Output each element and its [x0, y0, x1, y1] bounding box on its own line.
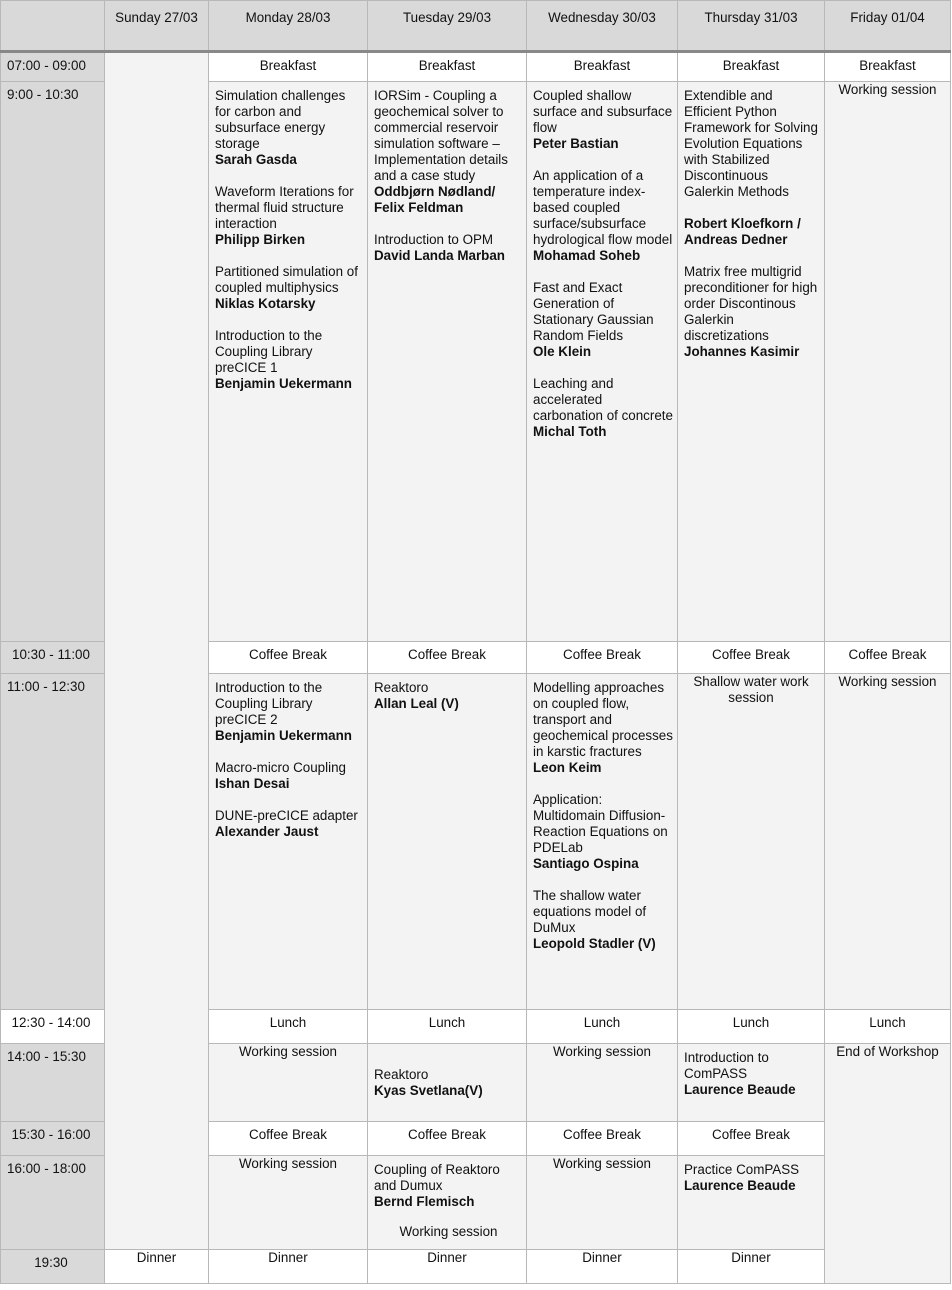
talk-speaker: Benjamin Uekermann	[215, 728, 352, 743]
day-header-monday: Monday 28/03	[209, 1, 368, 52]
talk-speaker: Laurence Beaude	[684, 1082, 796, 1097]
working-session-cell: Working session	[825, 674, 951, 1010]
time-cell: 9:00 - 10:30	[1, 82, 105, 642]
talk-title: The shallow water equations model of DuMux	[533, 888, 647, 935]
talks-cell-monday	[209, 82, 368, 642]
row-dinner	[1, 1250, 951, 1284]
time-cell: 14:00 - 15:30	[1, 1044, 105, 1122]
working-session-note: Working session	[399, 1224, 498, 1239]
talks-cell-monday	[209, 674, 368, 1010]
talk-title: Coupling of Reaktoro and Dumux	[374, 1162, 500, 1193]
talk-title: Introduction to the Coupling Library preCICE 2	[215, 680, 323, 727]
coffee-break-cell: Coffee Break	[209, 1122, 368, 1156]
lunch-cell: Lunch	[527, 1010, 678, 1044]
breakfast-cell: Breakfast	[527, 52, 678, 82]
talk-title: Macro-micro Coupling	[215, 760, 346, 775]
day-header-tuesday: Tuesday 29/03	[368, 1, 527, 52]
time-cell: 19:30	[1, 1250, 105, 1284]
working-session-cell: Working session	[209, 1156, 368, 1250]
talks-cell-tuesday	[368, 1156, 527, 1250]
day-header-friday: Friday 01/04	[825, 1, 951, 52]
talk-title: Fast and Exact Generation of Stationary Gaussian Random Fields	[533, 280, 654, 343]
talk-title: Reaktoro	[374, 680, 429, 695]
end-of-workshop-cell: End of Workshop	[825, 1044, 951, 1284]
dinner-cell: Dinner	[527, 1250, 678, 1284]
talk-speaker: Kyas Svetlana(V)	[374, 1082, 483, 1098]
row-breakfast	[1, 52, 951, 82]
talks-cell-tuesday	[368, 1044, 527, 1122]
talk-title: Leaching and accelerated carbonation of concrete	[533, 376, 673, 423]
day-header-wednesday: Wednesday 30/03	[527, 1, 678, 52]
lunch-cell: Lunch	[209, 1010, 368, 1044]
talk-title: Partitioned simulation of coupled multiphysics	[215, 264, 358, 295]
talk-title: Practice ComPASS	[684, 1162, 800, 1177]
talk-speaker: Benjamin Uekermann	[215, 376, 352, 391]
time-cell: 15:30 - 16:00	[1, 1122, 105, 1156]
talk-speaker: Ishan Desai	[215, 776, 290, 791]
talk-speaker: Philipp Birken	[215, 232, 306, 247]
talk-speaker: Bernd Flemisch	[374, 1194, 475, 1209]
dinner-cell: Dinner	[678, 1250, 825, 1284]
working-session-cell: Working session	[825, 82, 951, 642]
talk-speaker: Michal Toth	[533, 424, 607, 439]
talk-speaker: Oddbjørn Nødland/ Felix Feldman	[374, 184, 496, 215]
corner-cell	[1, 1, 105, 52]
sunday-empty-cell	[105, 52, 209, 1250]
talk-title: Reaktoro	[374, 1066, 429, 1082]
talk-title: Waveform Iterations for thermal fluid structure interaction	[215, 184, 354, 231]
talk-speaker: Leon Keim	[533, 760, 602, 775]
header-row	[1, 1, 951, 52]
lunch-cell: Lunch	[825, 1010, 951, 1044]
talk-title: Extendible and Efficient Python Framework for Solving Evolution Equations with Stabilized Discontinuous Galerkin Methods	[684, 88, 818, 199]
talk-title: Matrix free multigrid preconditioner for high order Discontinous Galerkin discretizations	[684, 264, 818, 343]
talks-cell-tuesday	[368, 674, 527, 1010]
talks-cell-thursday	[678, 1044, 825, 1122]
working-session-cell: Working session	[209, 1044, 368, 1122]
coffee-break-cell: Coffee Break	[368, 642, 527, 674]
talk-speaker: Peter Bastian	[533, 136, 619, 151]
talk-speaker: Leopold Stadler (V)	[533, 936, 656, 951]
coffee-break-cell: Coffee Break	[209, 642, 368, 674]
working-session-cell: Working session	[527, 1044, 678, 1122]
lunch-cell: Lunch	[368, 1010, 527, 1044]
talk-title: DUNE-preCICE adapter	[215, 808, 358, 823]
time-cell: 16:00 - 18:00	[1, 1156, 105, 1250]
work-session-cell: Shallow water work session	[678, 674, 825, 1010]
talk-speaker: Santiago Ospina	[533, 856, 639, 871]
talks-cell-wednesday	[527, 674, 678, 1010]
talks-cell-thursday	[678, 1156, 825, 1250]
talk-speaker: Sarah Gasda	[215, 152, 297, 167]
coffee-break-cell: Coffee Break	[825, 642, 951, 674]
talk-title: Simulation challenges for carbon and subsurface energy storage	[215, 88, 346, 151]
talk-speaker: Allan Leal (V)	[374, 696, 459, 711]
dinner-cell: Dinner	[105, 1250, 209, 1284]
dinner-cell: Dinner	[209, 1250, 368, 1284]
talks-cell-wednesday	[527, 82, 678, 642]
coffee-break-cell: Coffee Break	[368, 1122, 527, 1156]
talk-speaker: Alexander Jaust	[215, 824, 319, 839]
breakfast-cell: Breakfast	[368, 52, 527, 82]
breakfast-cell: Breakfast	[825, 52, 951, 82]
coffee-break-cell: Coffee Break	[678, 1122, 825, 1156]
time-cell: 11:00 - 12:30	[1, 674, 105, 1010]
lunch-cell: Lunch	[678, 1010, 825, 1044]
talk-speaker: Mohamad Soheb	[533, 248, 641, 263]
talks-cell-thursday	[678, 82, 825, 642]
breakfast-cell: Breakfast	[209, 52, 368, 82]
dinner-cell: Dinner	[368, 1250, 527, 1284]
coffee-break-cell: Coffee Break	[527, 1122, 678, 1156]
talk-speaker: Laurence Beaude	[684, 1178, 796, 1193]
talk-speaker: Robert Kloefkorn / Andreas Dedner	[684, 216, 801, 247]
talk-speaker: David Landa Marban	[374, 248, 505, 263]
talk-title: An application of a temperature index-based coupled surface/subsurface hydrological flow model	[533, 168, 673, 247]
talk-title: Modelling approaches on coupled flow, transport and geochemical processes in karstic fractures	[533, 680, 673, 759]
talks-cell-tuesday	[368, 82, 527, 642]
day-header-sunday: Sunday 27/03	[105, 1, 209, 52]
day-header-thursday: Thursday 31/03	[678, 1, 825, 52]
talk-title: Introduction to ComPASS	[684, 1050, 769, 1081]
talk-speaker: Johannes Kasimir	[684, 344, 800, 359]
working-session-cell: Working session	[527, 1156, 678, 1250]
coffee-break-cell: Coffee Break	[527, 642, 678, 674]
talk-title: Introduction to the Coupling Library preCICE 1	[215, 328, 323, 375]
talk-title: IORSim - Coupling a geochemical solver to commercial reservoir simulation software – Implementation details and a case study	[374, 88, 508, 183]
time-cell: 10:30 - 11:00	[1, 642, 105, 674]
talk-title: Coupled shallow surface and subsurface flow	[533, 88, 673, 135]
time-cell: 07:00 - 09:00	[1, 52, 105, 82]
talk-title: Application: Multidomain Diffusion-Reaction Equations on PDELab	[533, 792, 668, 855]
coffee-break-cell: Coffee Break	[678, 642, 825, 674]
talk-speaker: Ole Klein	[533, 344, 592, 359]
talk-speaker: Niklas Kotarsky	[215, 296, 316, 311]
time-cell: 12:30 - 14:00	[1, 1010, 105, 1044]
talk-title: Introduction to OPM	[374, 232, 494, 247]
breakfast-cell: Breakfast	[678, 52, 825, 82]
